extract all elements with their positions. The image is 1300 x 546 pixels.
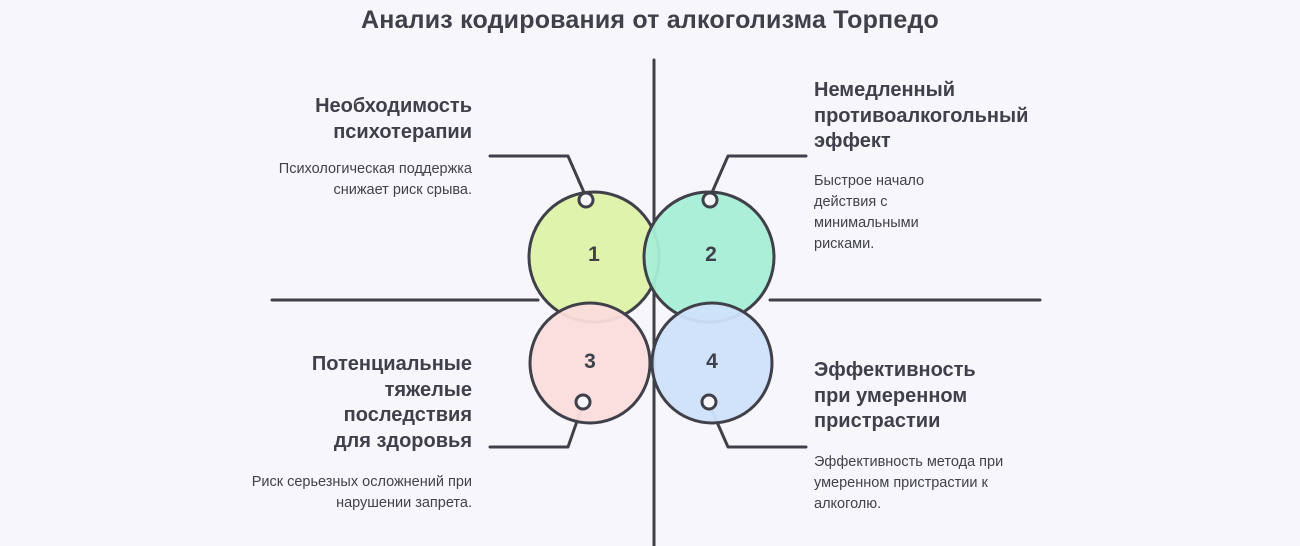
quadrant-heading-4: Эффективность при умеренном пристрастии <box>814 359 976 433</box>
quadrant-label-4 <box>814 358 1069 515</box>
quadrant-body-4: Эффективность метода при умеренном пристрастии к алкоголю. <box>814 453 1004 512</box>
connector-dot-3 <box>576 395 590 409</box>
circle-number-1: 1 <box>588 243 600 266</box>
quadrant-label-3 <box>222 352 472 514</box>
quadrant-body-2: Быстрое начало действия с минимальными рисками. <box>814 172 925 252</box>
page-title: Анализ кодирования от алкоголизма Торпедо <box>361 6 939 34</box>
connector-dot-1 <box>579 193 593 207</box>
quadrant-label-1 <box>222 94 472 201</box>
quadrant-heading-3: Потенциальные тяжелые последствия для здоровья <box>311 353 472 452</box>
connector-1 <box>490 156 586 197</box>
quadrant-label-2 <box>814 78 1069 255</box>
circle-number-2: 2 <box>705 243 717 266</box>
quadrant-body-3: Риск серьезных осложнений при нарушении запрета. <box>251 474 472 512</box>
connector-dot-4 <box>702 395 716 409</box>
connector-dot-2 <box>703 193 717 207</box>
circle-number-3: 3 <box>584 350 596 373</box>
circle-number-4: 4 <box>706 350 718 373</box>
quadrant-heading-1: Необходимость психотерапии <box>315 95 472 143</box>
connector-2 <box>710 156 806 197</box>
quadrant-heading-2: Немедленный противоалкогольный эффект <box>814 79 1029 153</box>
quadrant-body-1: Психологическая поддержка снижает риск срыва. <box>278 161 472 199</box>
